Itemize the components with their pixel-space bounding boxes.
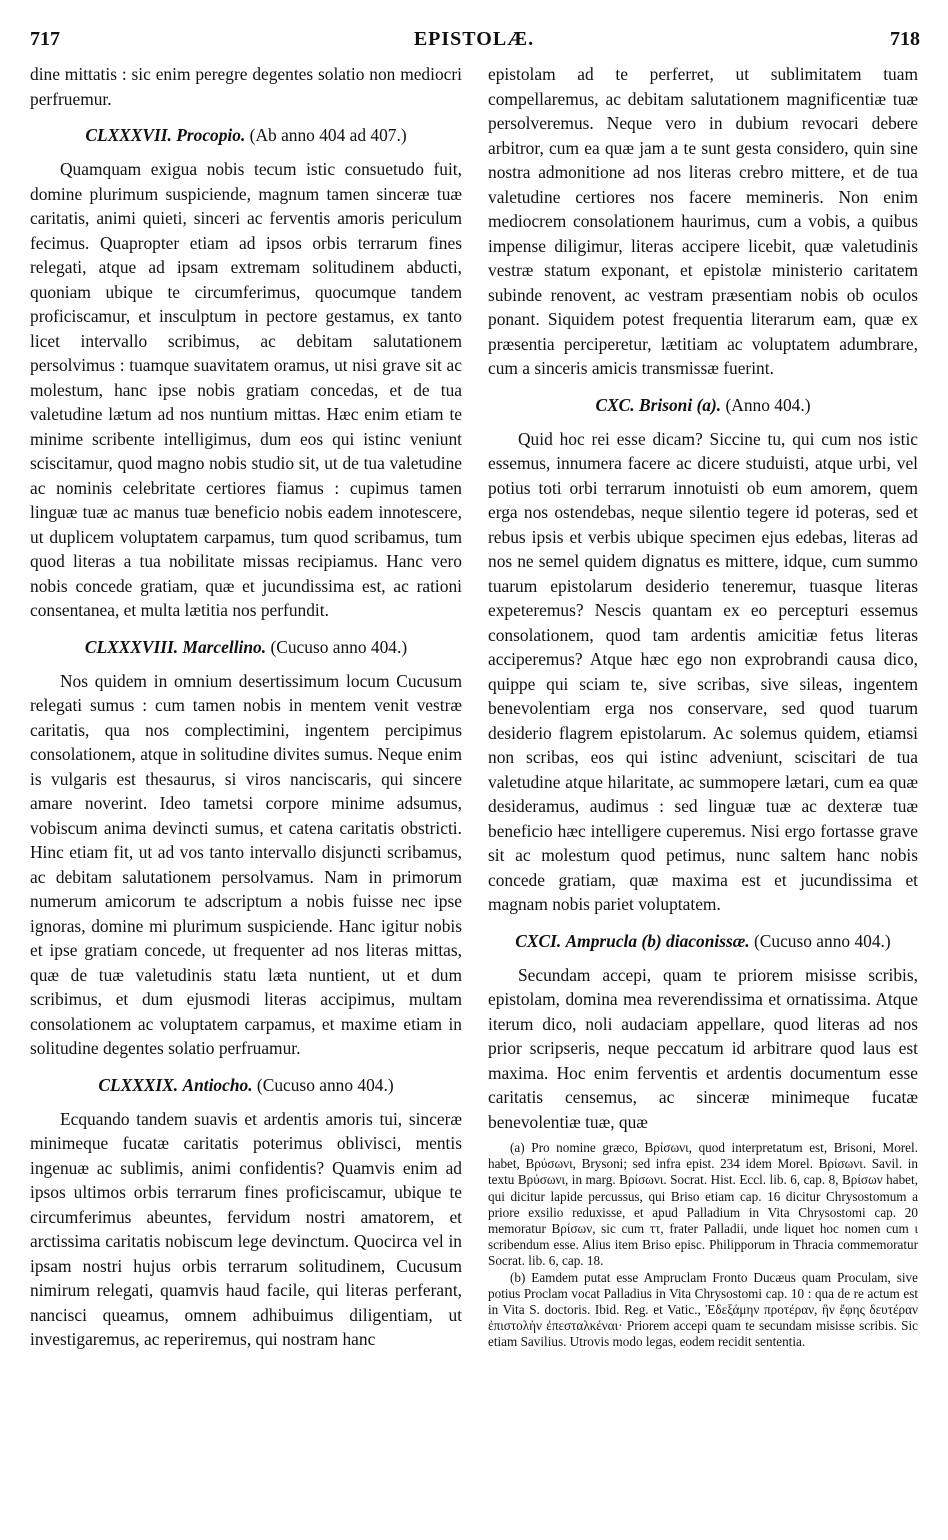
letter-date: (Cucuso anno 404.) [270,636,408,657]
page-number-right: 718 [890,28,920,50]
letter-body: Secundam accepi, quam te priorem misisse scribis, epistolam, domina mea reverendissima et ornatissima. Atque iterum dico, noli audaciam appellare, quod literas ad nos prior scripseris, neque peccatum id arbitrare quod laus est maxima. Hoc enim ferventis et ardentis documentum esse caritatis censemus, ac sinceræ minimeque fucatæ benevolentiæ tuæ, quæ [488,964,918,1132]
letter-number: CLXXXIX. [98,1074,179,1095]
running-title: EPISTOLÆ. [413,28,535,50]
letter-recipient: Amprucla (b) diaconissæ. [565,930,750,951]
letter-number: CLXXXVII. [85,125,172,145]
letter-body: Nos quidem in omnium desertissimum locum Cucusum relegati sumus : cum tamen nobis in mentem venit vestræ caritatis, qua nos complectimini, ingentem percipimus consolationem, atque in solitudine divites sumus. Neque enim is vulgaris est thesaurus, si viros nanciscaris, qui sincere amare noverint. Ideo tametsi corpore minime adsumus, vobiscum anima devincti sumus, et catena caritatis obstricti. Hinc etiam fit, ut ad vos tanto intervallo disjuncti scribamus, ac debitam salutationem persolvamus. Nam in primorum numerum amicorum te adscriptum a nobis fuisse nec ipse ignoras, domine mi plurimum suspiciende. Hanc igitur nobis et ipse gratiam concede, ut frequenter ad nos literas mittas, quæ de tuæ valetudinis statu læta nuntient, ut et dum scribimus, et dum ejusmodi literas accipimus, multam consolationem ac voluptatem carpamus, et maxime etiam in solitudine degentes solatio perfruamur. [30,670,462,1058]
letter-date: (Anno 404.) [725,394,811,415]
letter-recipient: Brisoni (a). [639,394,722,415]
page-number-left: 717 [30,28,60,50]
letter-recipient: Antiocho. [182,1074,253,1095]
letter-date: (Cucuso anno 404.) [754,930,891,951]
letter-heading [30,635,462,659]
footnote: (b) Eamdem putat esse Ampruclam Fronto Ducæus quam Proculam, sive potius Proclam vocat Palladius in Vita Chrysostomi cap. 10 : qua de re actum est in Vita S. doctoris. Ibid. Reg. et Vatic., Ἐδεξάμην προτέραν, ἣν ἔφης δευτέραν ἐπιστολὴν ἐπεσταλκέναι· Priorem accepi quam te secundam misisse scribis. Sic etiam Savilius. Utrovis modo legas, eodem recidit sententia. [488,1269,918,1350]
footnotes [488,1140,918,1351]
letter-number: CXC. [595,394,635,415]
letter-body: Quamquam exigua nobis tecum istic consuetudo fuit, domine plurimum suspiciende, magnum tamen sinceræ tuæ caritatis, animi quieti, sinceri ac ferventis amoris periculum fecimus. Quapropter etiam ad ipsos orbis terrarum fines relegati, atque ad ipsam extremam solitudinem abducti, quoniam ubique te circumferimus, quocumque tandem proficiscamur, et insculptum in pectore gestamus, ex tanto licet intervallo scribimus, ac debitam salutationem persolvimus : tuamque suavitatem oramus, ut nisi grave sit ac molestum, hanc ipse nobis gratiam concedas, et de tua valetudine lætum ad nos nuntium mittas. Hæc enim etiam te minime scribente intelligimus, dum eos qui istinc veniunt sciscitamur, quod magno nobis studio sit, ut de tua valetudine ac nominis celebritate certiores fiamus : cupimus tamen linguæ tuæ ac manus tuæ beneficio nobis eadem innotescere, ut duplicem voluptatem carpamus, tum quod scribamus, tum quod literas a tua nobilitate missas recipiamus. Hanc vero nobis concede gratiam, quæ et jucundissima est, ac rationi consentanea, et multa lætitia nos perfundit. [30,159,462,620]
letter-number: CXCI. [515,930,562,951]
letter-body: Ecquando tandem suavis et ardentis amoris tui, sinceræ minimeque fucatæ caritatis poterimus oblivisci, mentis ingenuæ ac sublimis, animi confidentis? Quamvis enim ad ipsos ultimos orbis terrarum fines proficiscamur, ubique te circumferimus abeuntes, fervidum nostri amatorem, et arctissima caritatis nobiscum lege devinctum. Quocirca vel in ipsam nostri hujus orbis terrarum solitudinem, Cucusum nimirum relegati, quamvis haud facile, qui literas perferant, nancisci queamus, omnem adhibuimus diligentiam, ut investigaremus, ac reperiremus, qui nostram hanc [30,1108,462,1349]
letter-recipient: Procopio. [176,125,246,145]
letter-heading [30,123,462,147]
letter-heading [488,393,918,417]
letter-date: (Cucuso anno 404.) [256,1074,394,1095]
letter-body: Quid hoc rei esse dicam? Siccine tu, qui cum nos istic essemus, innumera facere ac dicere studuisti, atque urbi, vel potius toti orbi terrarum innotuisti ob eum amorem, quem erga nos ostendebas, neque silentio tegere id poteras, sed et rebus ipsis et verbis ubique specimen ejus edebas, literas ad nos ne semel quidem dignatus es mittere, idque, cum summo tuarum epistolarum desiderio teneremur, tuasque literas expeteremus? Nescis quantam ex eo percepturi essemus consolationem, quod tam ardentis amicitiæ fetus literas acciperemus? Atque hæc ego non exprobrandi causa dico, quippe qui sciam te, sive scribas, sive sileas, ingentem benevolentiam erga nos conservare, sed quod tuarum desiderio flagrem epistolarum. Ac solemus quidem, etiamsi non scribas, eos qui istinc adveniunt, sciscitari de tua valetudine atque hilaritate, ac summopere lætari, cum ea quæ desideramus, audimus : sed linguæ tuæ ac dexteræ tuæ beneficio hæc intelligere cuperemus. Nisi ergo fortasse grave sit ac molestum quod petimus, nunc saltem hanc nobis concede gratiam, quæ maxima est et jucundissima et magnam nobis pariet voluptatem. [488,428,918,914]
letter-heading [488,929,918,953]
letter-number: CLXXXVIII. [84,636,179,657]
right-column [488,62,918,1351]
continued-text: epistolam ad te perferret, ut sublimitatem tuam compellaremus, ac debitam salutationem magnificentiæ tuæ persolveremus. Neque vero in dubium revocari debere arbitror, cum ea quæ jam a te sunt gesta considero, quin sine nostra admonitione ad nos literas crebro mittere, et de tua valetudine certiores nos facere memineris. Non enim mediocrem consolationem haurimus, cum a vobis, a quibus impense diligimur, literas accipere licebit, quæ valetudinis vestræ statum exponant, et epistolæ ministerio caritatem subinde renovent, ac vestram præsentiam nobis ob oculos ponant. Siquidem potest frequentia literarum eam, quæ ex præsentia perciperetur, lætitiam ac voluptatem adumbrare, cum a sinceris amicis transmissæ fuerint. [488,64,918,378]
running-header [0,28,948,54]
continued-text: dine mittatis : sic enim peregre degentes solatio non mediocri perfruemur. [30,64,462,109]
letter-date: (Ab anno 404 ad 407.) [249,125,407,145]
left-column [30,62,462,1352]
footnote: (a) Pro nomine græco, Βρίσωνι, quod interpretatum est, Brisoni, Morel. habet, Βρύσωνι, Brysoni; sed infra epist. 234 idem Morel. Βρίσωνι. Savil. in textu Βρύσωνι, in marg. Βρίσωνι. Socrat. Hist. Eccl. lib. 6, cap. 8, Βρίσων habet, qui dicitur lapide percussus, qui Briso etiam cap. 16 dicitur Chrysostomum a priore exsilio reduxisse, et apud Palladium in Vita Chrysostomi cap. 20 memoratur Βρίσων, sic cum ττ, frater Palladii, unde liquet hoc nomen cum ι scribendum esse. Alius item Briso episc. Philipporum in Thracia commemoratur Socrat. lib. 6, cap. 18. [488,1140,918,1269]
letter-recipient: Marcellino. [182,636,267,657]
letter-heading [30,1073,462,1097]
